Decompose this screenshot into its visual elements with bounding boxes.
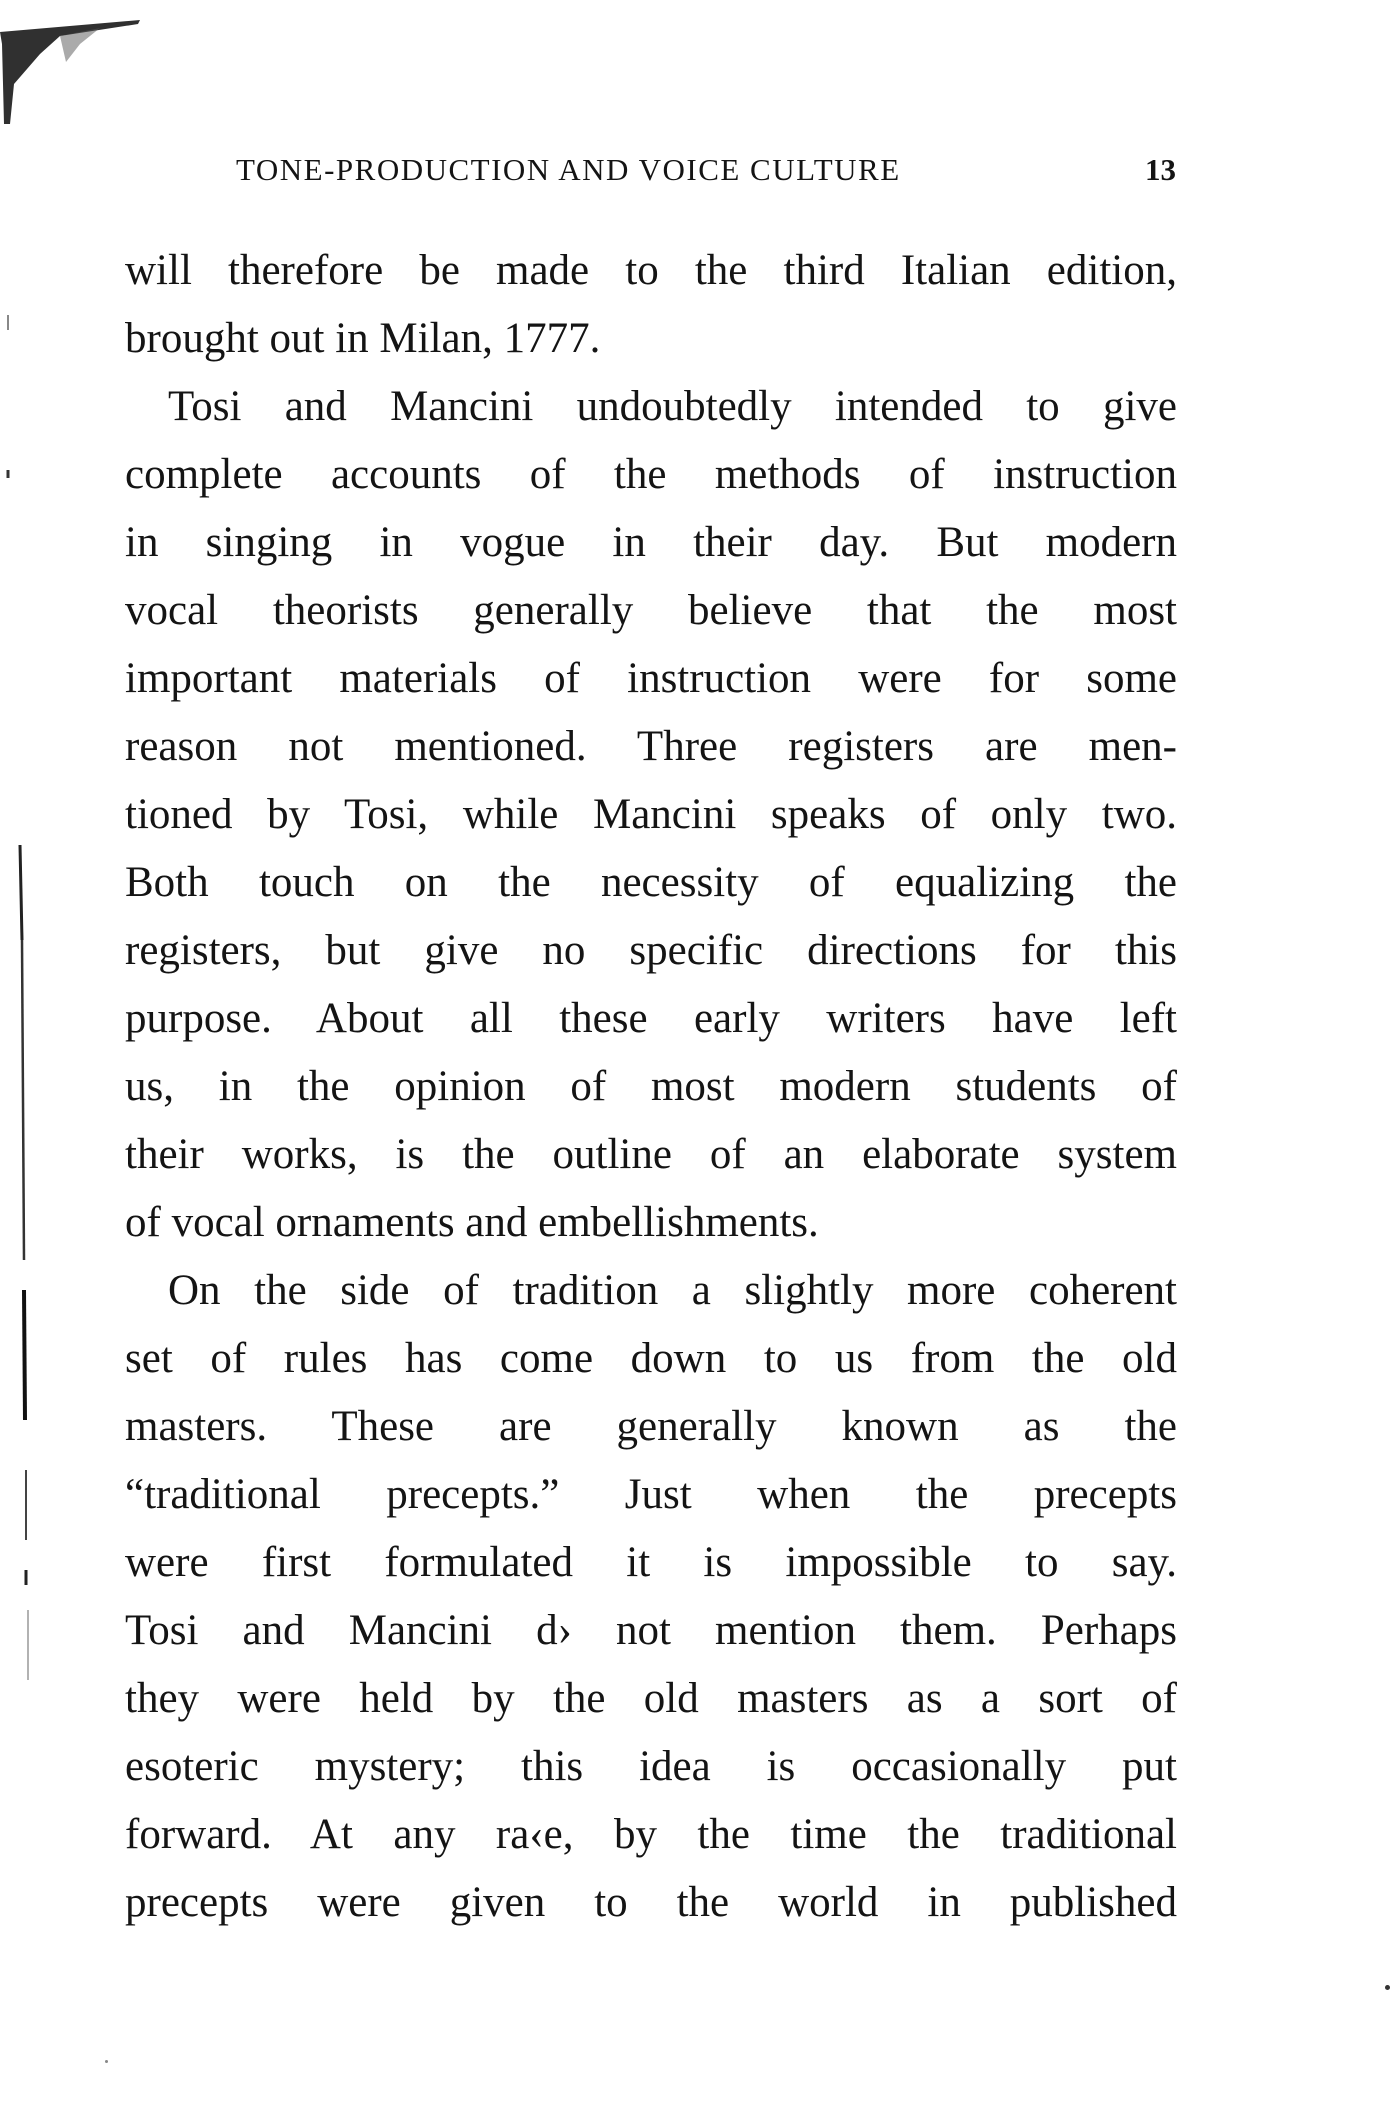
text-line: brought out in Milan, 1777. <box>125 315 601 362</box>
text-line: forward. At any ra‹e, by the time the traditional <box>125 1811 1177 1858</box>
text-line: Both touch on the necessity of equalizing the <box>125 859 1177 906</box>
text-line: important materials of instruction were for some <box>125 655 1177 702</box>
paragraph <box>125 373 1177 1257</box>
text-line: On the side of tradition a slightly more coherent <box>168 1267 1177 1314</box>
text-line: of vocal ornaments and embellishments. <box>125 1199 819 1246</box>
text-line: “traditional precepts.” Just when the precepts <box>125 1471 1177 1518</box>
text-line: their works, is the outline of an elaborate system <box>125 1131 1177 1178</box>
text-line: tioned by Tosi, while Mancini speaks of only two. <box>125 791 1177 838</box>
binding-edge-marks <box>0 0 60 2120</box>
text-line: registers, but give no specific directions for this <box>125 927 1177 974</box>
running-head <box>236 152 1176 196</box>
text-line: were first formulated it is impossible to say. <box>125 1539 1177 1586</box>
text-line: precepts were given to the world in published <box>125 1879 1177 1926</box>
text-line: purpose. About all these early writers have left <box>125 995 1177 1042</box>
paragraph <box>125 237 1177 373</box>
text-line: esoteric mystery; this idea is occasionally put <box>125 1743 1177 1790</box>
text-line: they were held by the old masters as a sort of <box>125 1675 1177 1722</box>
text-line: Tosi and Mancini undoubtedly intended to give <box>168 383 1177 430</box>
paragraph <box>125 1257 1177 1937</box>
text-line: Tosi and Mancini d› not mention them. Perhaps <box>125 1607 1177 1654</box>
text-line: complete accounts of the methods of instruction <box>125 451 1177 498</box>
text-line: vocal theorists generally believe that the most <box>125 587 1177 634</box>
text-line: masters. These are generally known as the <box>125 1403 1177 1450</box>
scan-speck <box>105 2060 108 2063</box>
text-line: will therefore be made to the third Italian edition, <box>125 247 1177 294</box>
text-line: us, in the opinion of most modern students of <box>125 1063 1177 1110</box>
text-line: reason not mentioned. Three registers are men- <box>125 723 1177 770</box>
body-text <box>125 237 1177 1937</box>
text-line: set of rules has come down to us from the old <box>125 1335 1177 1382</box>
running-title: TONE-PRODUCTION AND VOICE CULTURE <box>236 152 901 187</box>
page-number: 13 <box>1145 152 1176 187</box>
text-line: in singing in vogue in their day. But modern <box>125 519 1177 566</box>
scan-speck <box>1385 1985 1390 1990</box>
